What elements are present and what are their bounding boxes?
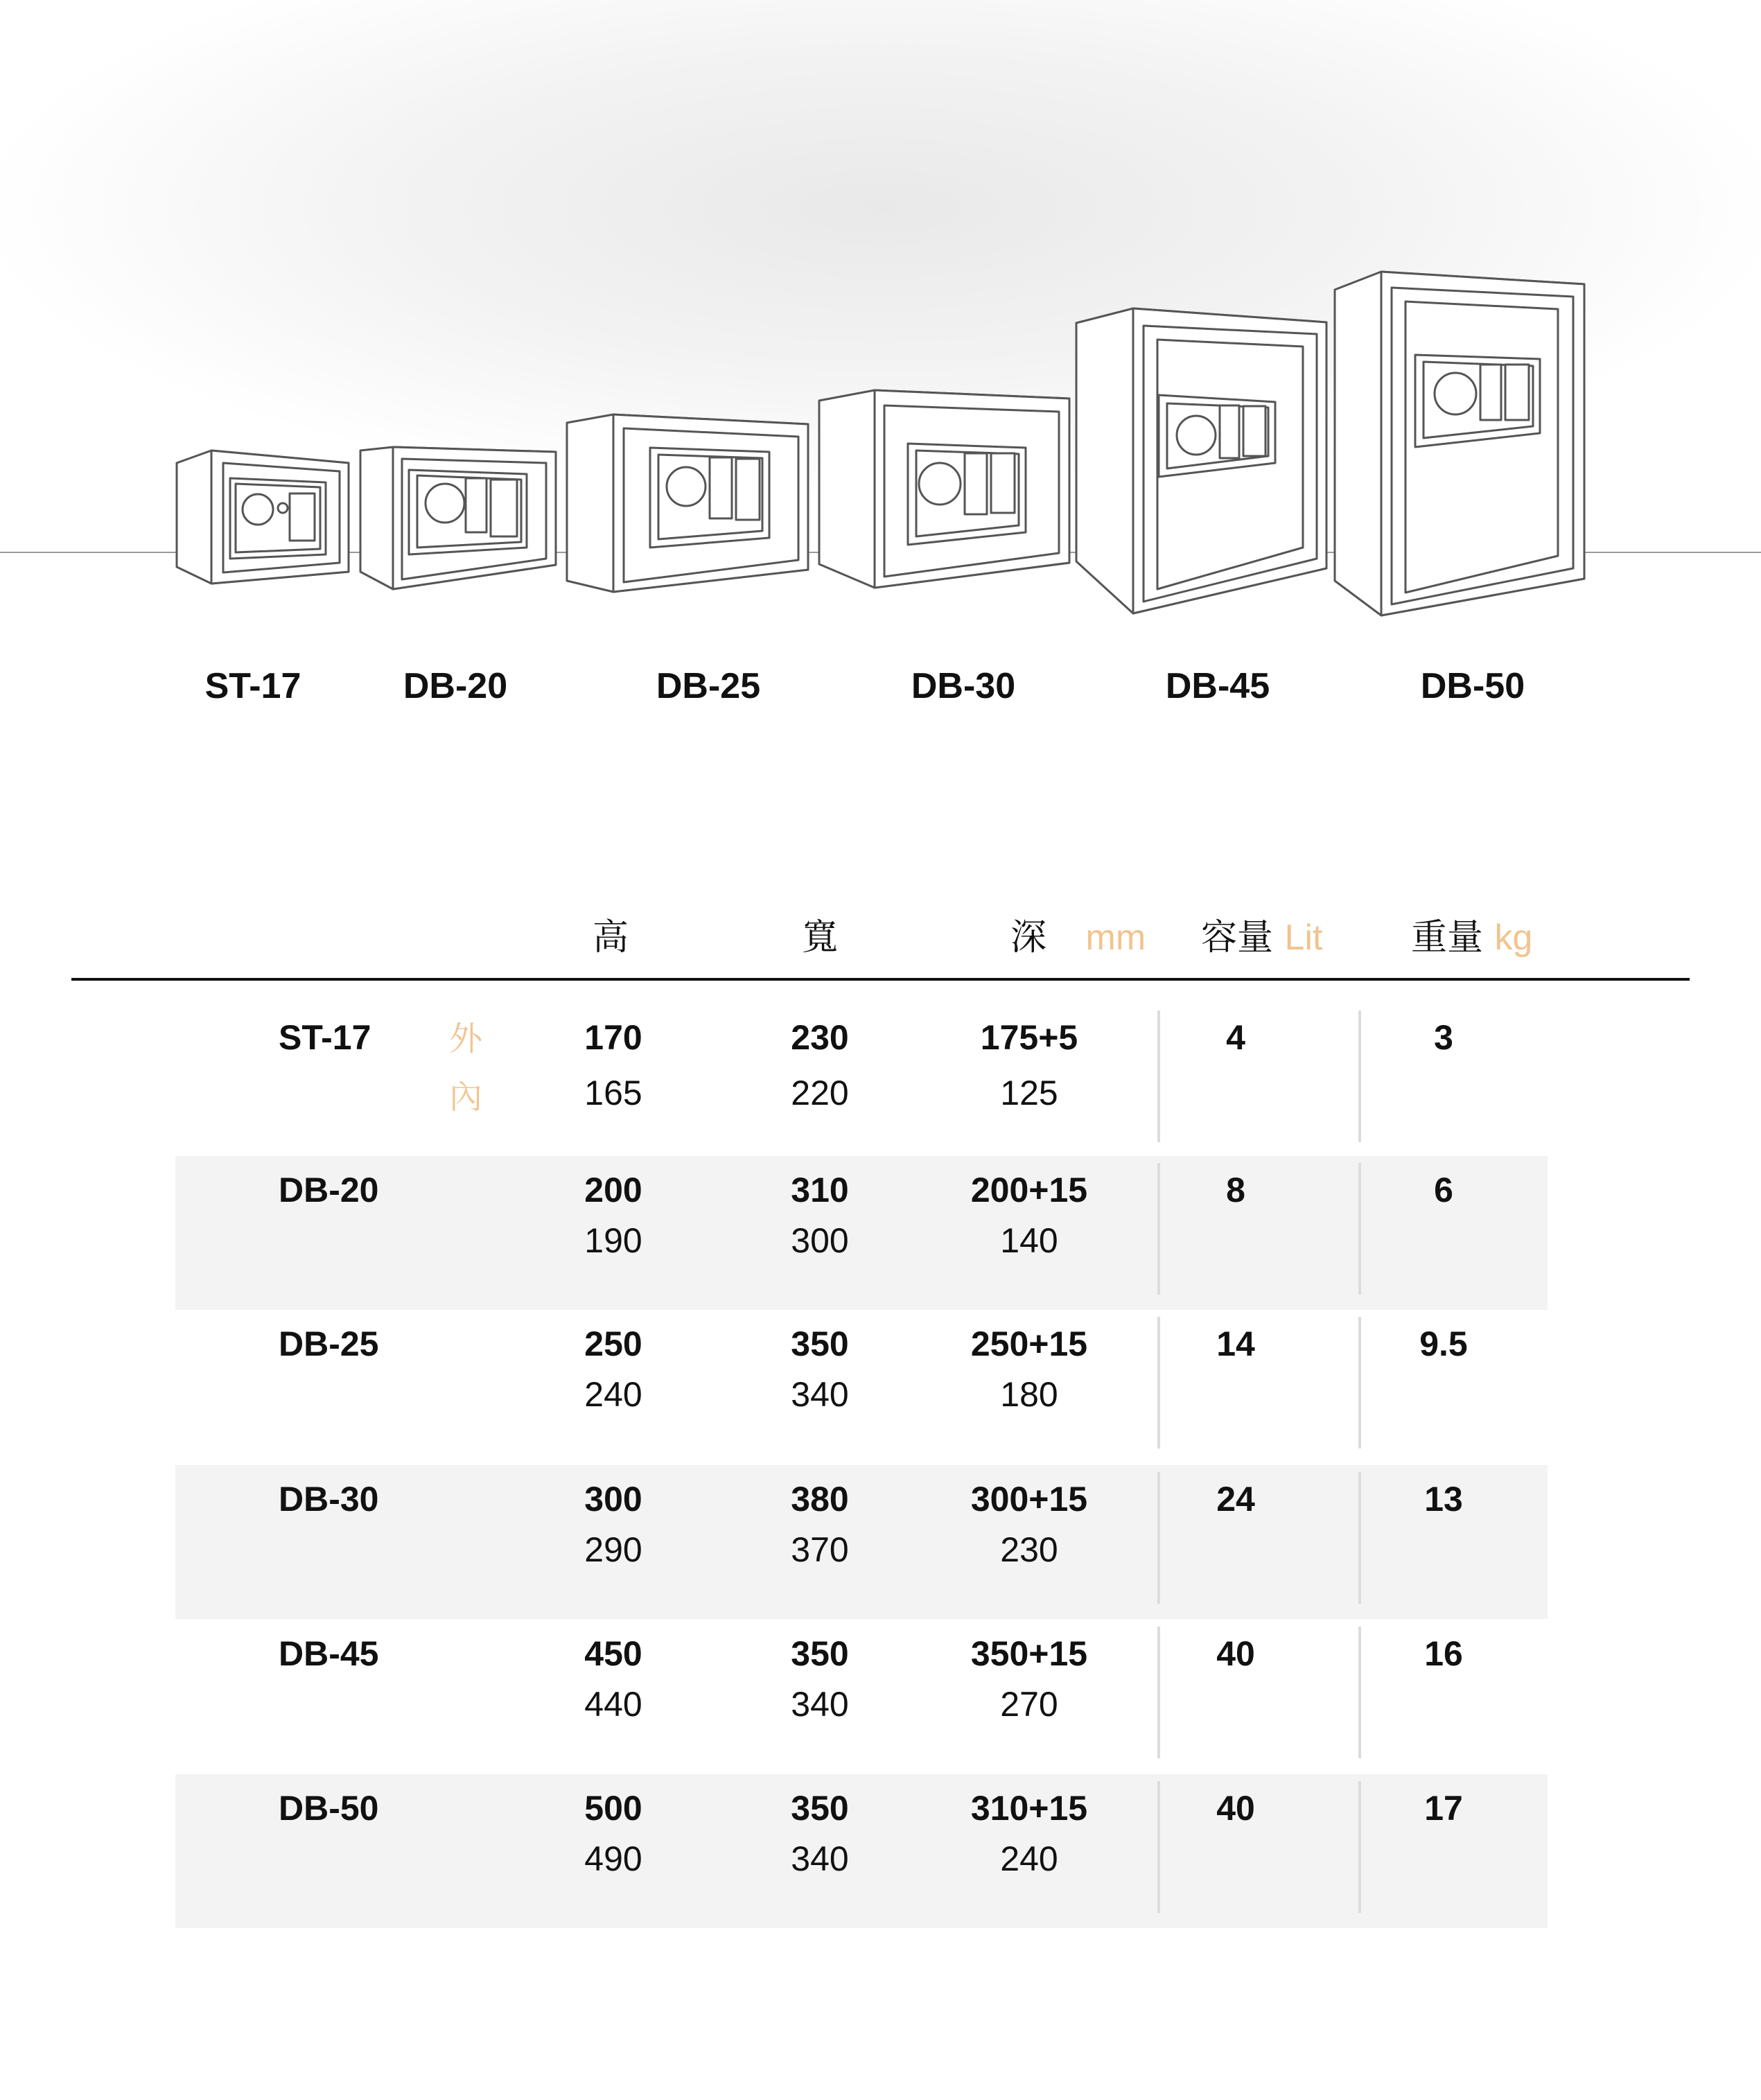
safes-illustration (0, 0, 1761, 624)
safe-db-30-drawing (819, 390, 1069, 588)
cell-capacity: 24 (1216, 1480, 1255, 1519)
cell-capacity: 8 (1226, 1171, 1245, 1209)
cell-depth-outer: 250+15 (970, 1324, 1088, 1363)
cell-depth-inner: 240 (1000, 1839, 1058, 1878)
cell-capacity: 40 (1216, 1634, 1255, 1673)
cell-height-outer: 500 (584, 1789, 642, 1828)
row-model: DB-30 (279, 1480, 379, 1519)
header-weight-unit: kg (1494, 918, 1533, 958)
cell-height-inner: 190 (584, 1221, 642, 1260)
header-depth (1010, 908, 1146, 960)
safe-db-50-drawing (1335, 272, 1584, 615)
cell-depth-inner: 270 (1000, 1685, 1058, 1724)
cell-capacity: 40 (1216, 1789, 1255, 1828)
cell-weight: 6 (1434, 1171, 1453, 1209)
cell-weight: 3 (1434, 1018, 1453, 1057)
cell-depth-inner: 125 (1000, 1074, 1058, 1112)
cell-height-outer: 300 (584, 1480, 642, 1519)
capacity-weight-separator (1358, 1472, 1361, 1604)
cell-width-outer: 350 (791, 1634, 849, 1673)
header-capacity (1201, 908, 1322, 960)
row-model: DB-50 (279, 1789, 379, 1828)
cell-width-outer: 350 (791, 1324, 849, 1363)
cell-width-outer: 310 (791, 1171, 849, 1209)
header-height: 高 (593, 917, 629, 959)
safe-label-st-17: ST-17 (204, 666, 301, 706)
capacity-weight-separator (1358, 1010, 1361, 1142)
cell-height-outer: 170 (584, 1018, 642, 1057)
cell-depth-outer: 175+5 (980, 1018, 1078, 1057)
header-weight-label: 重量 (1411, 917, 1484, 959)
cell-capacity: 4 (1226, 1018, 1245, 1057)
cell-weight: 16 (1424, 1634, 1463, 1673)
row-model: ST-17 (279, 1018, 371, 1057)
depth-capacity-separator (1157, 1627, 1160, 1758)
header-capacity-unit: Lit (1284, 918, 1323, 958)
cell-weight: 9.5 (1419, 1324, 1468, 1363)
cell-width-outer: 350 (791, 1789, 849, 1828)
safe-label-db-25: DB-25 (656, 666, 761, 706)
cell-depth-outer: 350+15 (970, 1634, 1088, 1673)
cell-width-inner: 340 (791, 1685, 849, 1724)
cell-depth-inner: 140 (1000, 1221, 1058, 1260)
cell-width-inner: 340 (791, 1839, 849, 1878)
safe-db-25-drawing (567, 414, 808, 592)
depth-capacity-separator (1157, 1317, 1160, 1449)
header-depth-unit: mm (1085, 918, 1146, 958)
cell-width-outer: 380 (791, 1480, 849, 1519)
cell-height-inner: 440 (584, 1685, 642, 1724)
depth-capacity-separator (1157, 1472, 1160, 1604)
cell-depth-inner: 230 (1000, 1530, 1058, 1569)
cell-width-outer: 230 (791, 1018, 849, 1057)
cell-width-inner: 370 (791, 1530, 849, 1569)
capacity-weight-separator (1358, 1781, 1361, 1913)
safe-label-db-30: DB-30 (911, 666, 1016, 706)
capacity-weight-separator (1358, 1317, 1361, 1449)
row-model: DB-20 (279, 1171, 379, 1209)
safe-label-db-45: DB-45 (1165, 666, 1270, 706)
cell-height-inner: 290 (584, 1530, 642, 1569)
cell-width-inner: 340 (791, 1375, 849, 1414)
cell-depth-outer: 300+15 (970, 1480, 1088, 1519)
capacity-weight-separator (1358, 1163, 1361, 1295)
safe-label-db-50: DB-50 (1420, 666, 1525, 706)
capacity-weight-separator (1358, 1627, 1361, 1758)
row-model: DB-45 (279, 1634, 379, 1673)
safe-label-db-20: DB-20 (403, 666, 508, 706)
header-weight (1411, 908, 1532, 960)
cell-depth-inner: 180 (1000, 1375, 1058, 1414)
cell-height-inner: 240 (584, 1375, 642, 1414)
cell-width-inner: 300 (791, 1221, 849, 1260)
depth-capacity-separator (1157, 1781, 1160, 1913)
depth-capacity-separator (1157, 1163, 1160, 1295)
header-width: 寬 (802, 917, 839, 959)
outer-label: 外 (449, 1020, 483, 1058)
safe-db-45-drawing (1076, 308, 1326, 613)
cell-depth-outer: 310+15 (970, 1789, 1088, 1828)
cell-weight: 17 (1424, 1789, 1463, 1828)
cell-height-inner: 165 (584, 1074, 642, 1112)
header-divider (71, 978, 1690, 981)
cell-height-outer: 450 (584, 1634, 642, 1673)
cell-depth-outer: 200+15 (970, 1171, 1088, 1209)
cell-height-outer: 250 (584, 1324, 642, 1363)
safe-db-20-drawing (360, 447, 556, 589)
header-depth-label: 深 (1010, 917, 1047, 959)
cell-width-inner: 220 (791, 1074, 849, 1112)
header-capacity-label: 容量 (1201, 917, 1274, 959)
cell-weight: 13 (1424, 1480, 1463, 1519)
cell-capacity: 14 (1216, 1324, 1255, 1363)
cell-height-inner: 490 (584, 1839, 642, 1878)
depth-capacity-separator (1157, 1010, 1160, 1142)
inner-label: 內 (449, 1078, 483, 1117)
row-model: DB-25 (279, 1324, 379, 1363)
cell-height-outer: 200 (584, 1171, 642, 1209)
safe-st-17-drawing (177, 450, 349, 584)
